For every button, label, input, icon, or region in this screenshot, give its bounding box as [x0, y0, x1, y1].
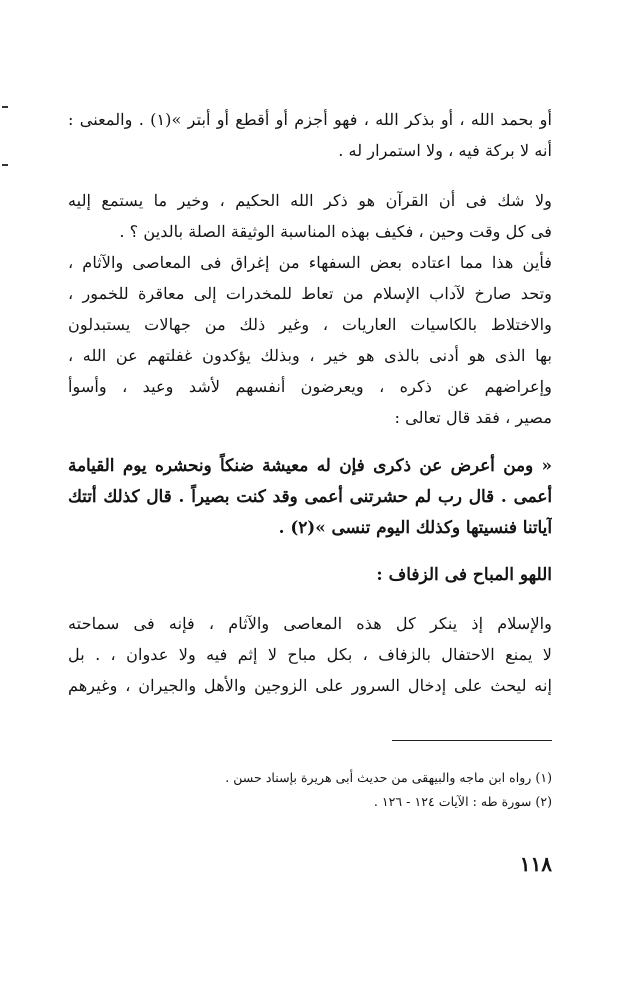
paragraph-4	[68, 608, 552, 701]
text-line: فأين هذا مما اعتاده بعض السفهاء من إغراق فى المعاصى والآثام ،	[68, 253, 552, 272]
text-line: والإسلام إذ ينكر كل هذه المعاصى والآثام ، فإنه فى سماحته	[68, 614, 552, 633]
paragraph-1	[68, 104, 552, 166]
text-line: وتحد صارخ لآداب الإسلام من تعاط للمخدرات إلى معاقرة للخمور ،	[68, 284, 552, 303]
quote-line: آياتنا فنسيتها وكذلك اليوم تنسى »(٢) .	[278, 517, 552, 537]
footnotes	[150, 766, 552, 814]
page-number: ١١٨	[519, 852, 552, 876]
text-line: مصير ، فقد قال تعالى :	[394, 408, 552, 427]
paragraph-3	[68, 247, 552, 433]
text-line: أنه لا بركة فيه ، ولا استمرار له .	[338, 141, 552, 160]
text-line: أو بحمد الله ، أو بذكر الله ، فهو أجزم أو أقطع أو أبتر »(١) . والمعنى :	[68, 110, 552, 129]
section-heading: اللهو المباح فى الزفاف :	[376, 565, 552, 585]
footnote-1: (١) رواه ابن ماجه والبيهقى من حديث أبى هريرة بإسناد حسن .	[225, 770, 552, 785]
margin-mark	[2, 164, 8, 166]
text-line: ولا شك فى أن القرآن هو ذكر الله الحكيم ، وخير ما يستمع إليه	[68, 191, 552, 210]
footnote-2: (٢) سورة طه : الآيات ١٢٤ - ١٢٦ .	[373, 794, 552, 809]
text-line: بها الذى هو أدنى بالذى هو خير ، وبذلك يؤكدون غفلتهم عن الله ،	[68, 346, 552, 365]
quote-line: أعمى . قال رب لم حشرتنى أعمى وقد كنت بصيراً . قال كذلك أتتك	[68, 486, 552, 506]
quote-line: « ومن أعرض عن ذكرى فإن له معيشة ضنكاً ونحشره يوم القيامة	[68, 455, 552, 475]
text-line: إنه ليحث على إدخال السرور على الزوجين والأهل والجيران ، وغيرهم	[68, 676, 552, 695]
page-body	[68, 104, 552, 701]
paragraph-2	[68, 185, 552, 247]
text-line: فى كل وقت وحين ، فكيف بهذه المناسبة الوثيقة الصلة بالدين ؟ .	[119, 222, 552, 241]
text-line: والاختلاط بالكاسيات العاريات ، وغير ذلك من جهالات يستبدلون	[68, 315, 552, 334]
margin-mark	[2, 106, 8, 108]
text-line: وإعراضهم عن ذكره ، ويعرضون أنفسهم لأشد وعيد ، وأسوأ	[68, 377, 552, 396]
quran-quote	[68, 450, 552, 543]
footnote-divider	[392, 740, 552, 741]
text-line: لا يمنع الاحتفال بالزفاف ، بكل مباح لا إثم فيه ولا عدوان ، . بل	[68, 645, 552, 664]
